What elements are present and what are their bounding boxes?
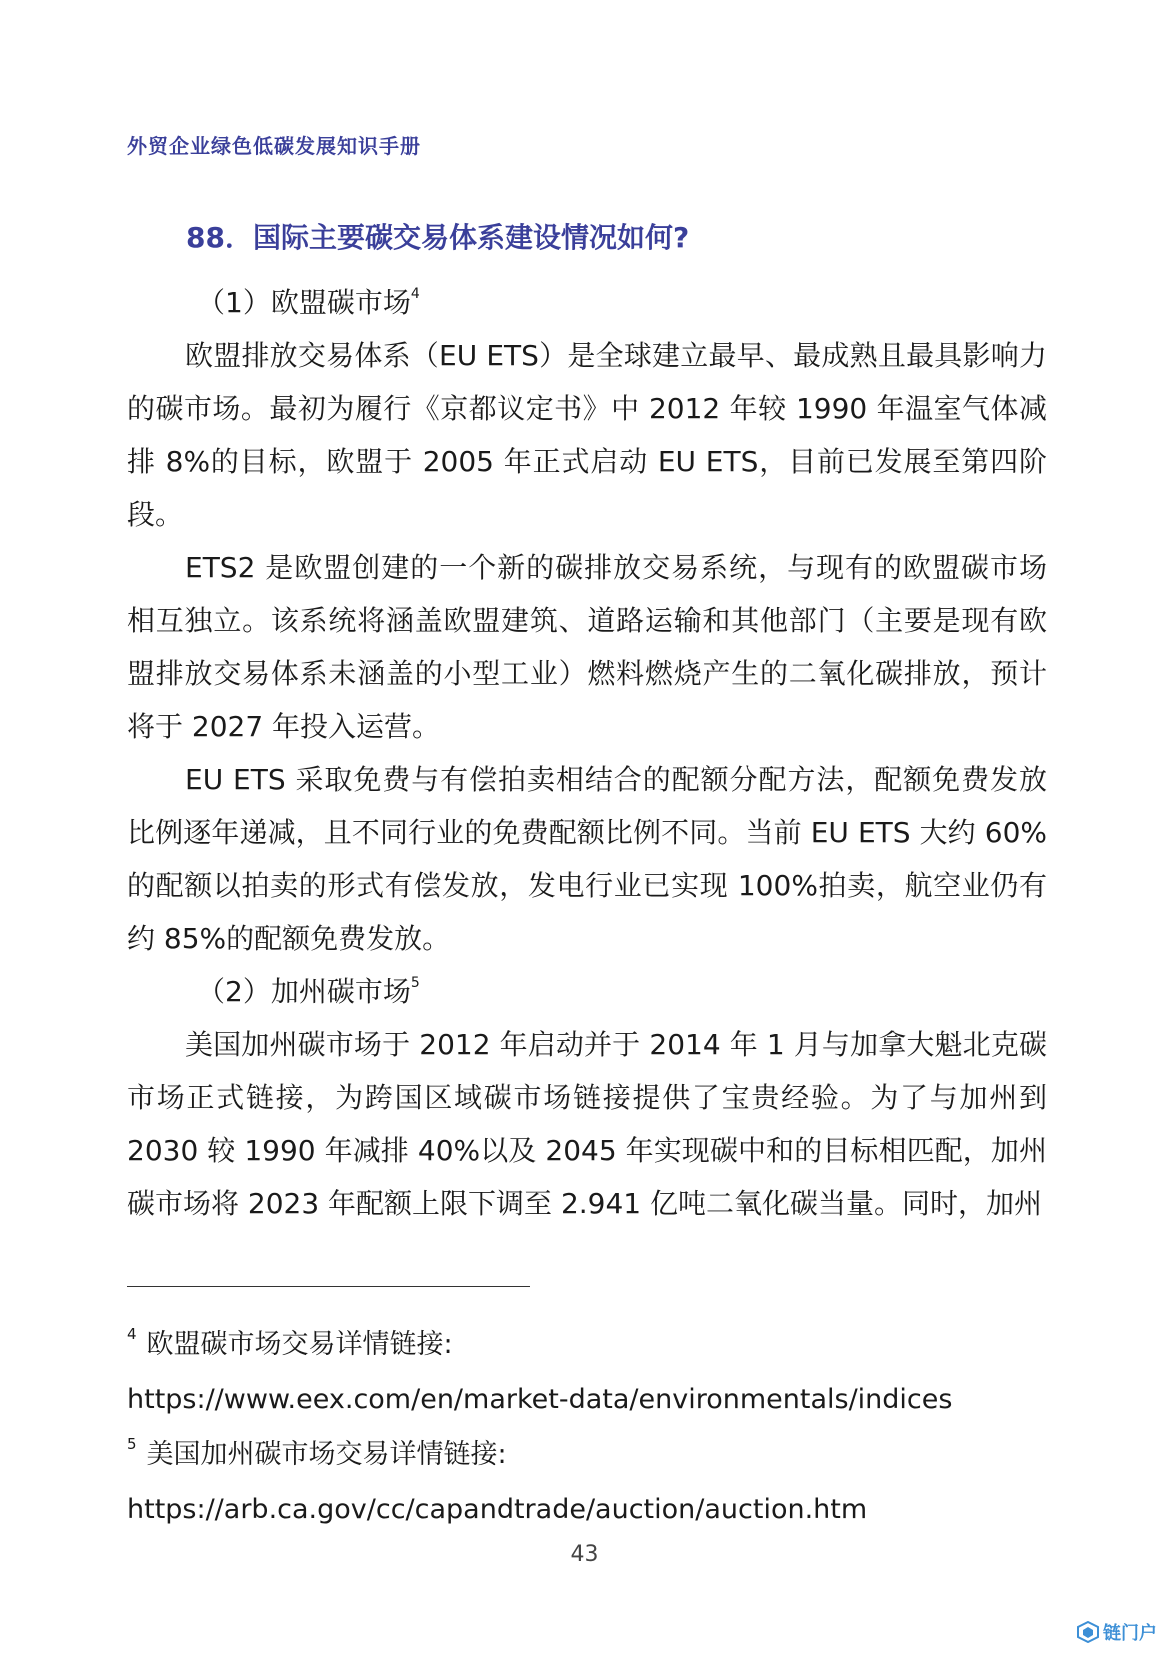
running-header: 外贸企业绿色低碳发展知识手册 xyxy=(127,134,421,158)
footnotes xyxy=(127,1317,1077,1537)
footnote-ref-5[interactable]: 5 xyxy=(410,975,420,991)
paragraph-ets2: ETS2 是欧盟创建的一个新的碳排放交易系统，与现有的欧盟碳市场相互独立。该系统将涵盖欧盟建筑、道路运输和其他部门（主要是现有欧盟排放交易体系未涵盖的小型工业）燃料燃烧产生的二氧化碳排放，预计将于 2027 年投入运营。 xyxy=(127,551,1047,743)
footnote-4-label xyxy=(127,1317,1077,1372)
watermark-text: 链门户 xyxy=(1103,1623,1157,1644)
footnote-4-url[interactable]: https://www.eex.com/en/market-data/environmentals/indices xyxy=(127,1384,953,1415)
footnote-5-label xyxy=(127,1427,1077,1482)
subheading-california-market xyxy=(127,965,1047,1018)
watermark-logo-icon xyxy=(1077,1621,1099,1643)
paragraph-eu-ets-intro: 欧盟排放交易体系（EU ETS）是全球建立最早、最成熟且最具影响力的碳市场。最初为履行《京都议定书》中 2012 年较 1990 年温室气体减排 8%的目标，欧盟于 2005 年正式启动 EU ETS，目前已发展至第四阶段。 xyxy=(127,339,1047,531)
footnote-divider xyxy=(127,1286,530,1287)
paragraph-california: 美国加州碳市场于 2012 年启动并于 2014 年 1 月与加拿大魁北克碳市场正式链接，为跨国区域碳市场链接提供了宝贵经验。为了与加州到 2030 较 1990 年减排 40%以及 2045 年实现碳中和的目标相匹配，加州碳市场将 2023 年配额上限下调至 2.941 亿吨二氧化碳当量。同时，加州 xyxy=(127,1028,1047,1220)
subheading-label: （1）欧盟碳市场 xyxy=(197,286,411,319)
footnote-text: 欧盟碳市场交易详情链接: xyxy=(146,1329,453,1360)
section-title: 88．国际主要碳交易体系建设情况如何? xyxy=(186,221,690,254)
subheading-label: （2）加州碳市场 xyxy=(197,975,411,1008)
page-number: 43 xyxy=(570,1542,599,1567)
footnote-5-url[interactable]: https://arb.ca.gov/cc/capandtrade/auction/auction.htm xyxy=(127,1494,868,1525)
footnote-text: 美国加州碳市场交易详情链接: xyxy=(146,1439,507,1470)
footnote-ref-4[interactable]: 4 xyxy=(410,286,420,302)
subheading-eu-market xyxy=(127,276,1047,329)
watermark xyxy=(1077,1619,1157,1645)
footnote-mark: 4 xyxy=(127,1325,137,1343)
paragraph-allocation: EU ETS 采取免费与有偿拍卖相结合的配额分配方法，配额免费发放比例逐年递减，且不同行业的免费配额比例不同。当前 EU ETS 大约 60%的配额以拍卖的形式有偿发放，发电行业已实现 100%拍卖，航空业仍有约 85%的配额免费发放。 xyxy=(127,763,1047,955)
footnote-mark: 5 xyxy=(127,1435,137,1453)
body-text xyxy=(127,276,1047,1230)
